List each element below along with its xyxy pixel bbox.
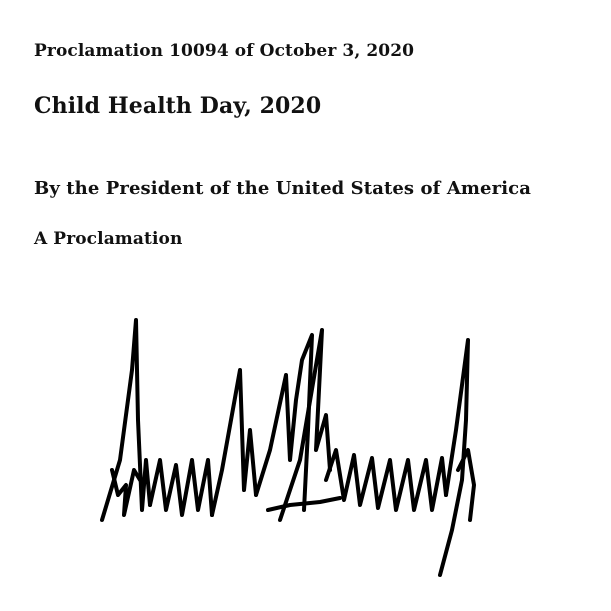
document-title: Child Health Day, 2020 [34, 93, 322, 119]
signature-stroke [212, 370, 256, 515]
presidential-signature [90, 310, 490, 580]
proclamation-label: A Proclamation [34, 229, 183, 249]
signature-stroke [150, 460, 212, 515]
proclamation-number: Proclamation 10094 of October 3, 2020 [34, 41, 415, 61]
signature-stroke [256, 335, 312, 510]
issuer-line: By the President of the United States of America [34, 178, 531, 199]
signature-stroke [326, 450, 446, 510]
